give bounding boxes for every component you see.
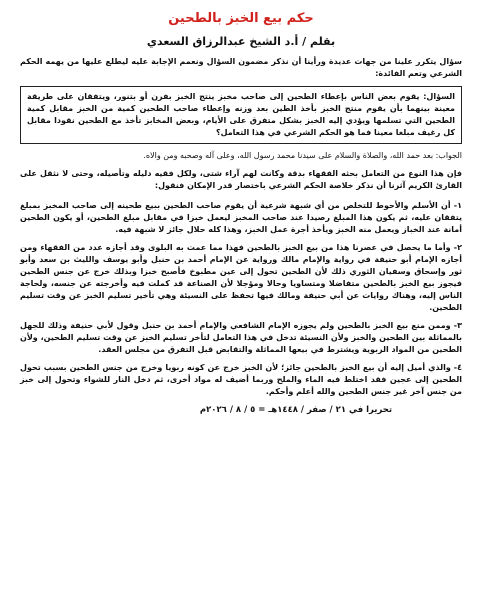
ruling-text: ١- أن الأسلم والأحوط للتخلص من أي شبهة شرعية أن يقوم صاحب الطحين ببيع طحينه إلى صاحب المخبز بمبلغ يتفقان عليه، ثم يكون هذا المبلغ رصيدا عند صاحب المخبز ليعمل خبزا في مقابل مبلغ الطحين، أو يكون الطحين أمانة عند الخباز ويعمل منه الخبز ويأخذ أجرة عمل الخبز، وهذا كله حلال جائز لا شبهة فيه. <box>20 201 462 234</box>
answer-paragraph: الجواب: بعد حمد الله، والصلاة والسلام على سيدنا محمد رسول الله، وعلى آله وصحبه ومن والاه. <box>143 151 462 160</box>
author-line: بقلم / أ.د الشيخ عبدالرزاق السعدي <box>146 35 336 48</box>
question-box <box>20 86 462 144</box>
date-line: تحريرا في ٢١ / صفر / ١٤٤٨هـ = ٥ / ٨ / ٢٠٢٦م <box>199 405 393 415</box>
ruling-item-2 <box>20 242 462 314</box>
document-title: حكم بيع الخبز بالطحين <box>168 11 314 26</box>
ruling-text: ٣- وممن منع بيع الخبز بالطحين ولم يجوزه الإمام الشافعي والإمام أحمد بن حنبل وقول لأبي حنيفة وذلك للجهل بالمماثلة بين الطحين والخبز ولأن النسيئة تدخل في هذا التعامل لتأخر تسليم الخبز عن وقت تسليم الطحين، ولأن الطحين من المواد الربوية ويشترط في بيعها المماثلة والتقابض قبل التفرق من مجلس العقد. <box>20 321 462 354</box>
ruling-text: ٢- وأما ما يحصل في عصرنا هذا من بيع الخبز بالطحين فهذا مما عمت به البلوى وقد أجازه عدد من الفقهاء ومن أجازه الإمام أبو حنيفة في رواية والإمام مالك ورواية عن الإمام أحمد بن حنبل وأبو يوسف والليث بن سعد وأبو ثور وإسحاق وسفيان الثوري ذلك لأن الطحين تحول إلى عين مطبوخ فأصبح خبزا وبذلك خرج عن جنس الطحين فيجوز بيع الخبز بالطحين متفاضلا ومتساويا وحالا ومؤجلا لأن الصناعة قد كملت فيه وأخرجته عن جنسه، ولحاجة الناس إليه، وهناك روايات عن أبي حنيفة ومالك فيها تحفظ على النسيئة وهي تأخير تسليم الخبز عن وقت تسليم الطحين. <box>20 243 462 312</box>
intro-paragraph: سؤال يتكرر علينا من جهات عديدة ورأينا أن نذكر مضمون السؤال ونعمم الإجابة عليه ليطلع عليها من يهمه الحكم الشرعي وتعم الفائدة: <box>20 57 462 78</box>
method-paragraph: فإن هذا النوع من التعامل بحثه الفقهاء بدقة وكانت لهم آراء شتى، ولكل فقيه دليله وتأصيله، وحتى لا نثقل على القارئ الكريم آثرنا أن نذكر خلاصة الحكم الشرعي باختصار قدر الإمكان فنقول: <box>20 169 462 190</box>
question-text: السؤال: يقوم بعض الناس بإعطاء الطحين إلى صاحب مخبز ينتج الخبز بفرن أو بتنور، ويتفقان على طريقة معينة بينهما بأن يقوم منتج الخبز بأخذ الطين بعد وزنه وإعطاء صاحب الطحين كمية من الخبز مقابل كمية الطحين التي تسلمها ويؤدي إليه الخبز بشكل متفرق على الأيام، وبعض المخابز تأخذ مع الطحين نقودا مقابل كل رغيف مبلغا معينا فما هو الحكم الشرعي في هذا التعامل؟ <box>27 92 455 137</box>
ruling-item-1 <box>20 200 462 236</box>
ruling-item-3 <box>20 320 462 356</box>
ruling-item-4 <box>20 362 462 398</box>
ruling-text: ٤- والذي أميل إليه أن بيع الخبز بالطحين جائز؛ لأن الخبز خرج عن كونه ربويا وخرج من جنس الطحين بسبب تحول الطحين إلى عجين فقد اختلط فيه الماء والملح وربما أضيف له مواد أخرى، ثم دخل النار للشواء وتحول إلى خبز من جنس آخر غير جنس الطحين والله أعلم وأحكم. <box>20 363 462 396</box>
